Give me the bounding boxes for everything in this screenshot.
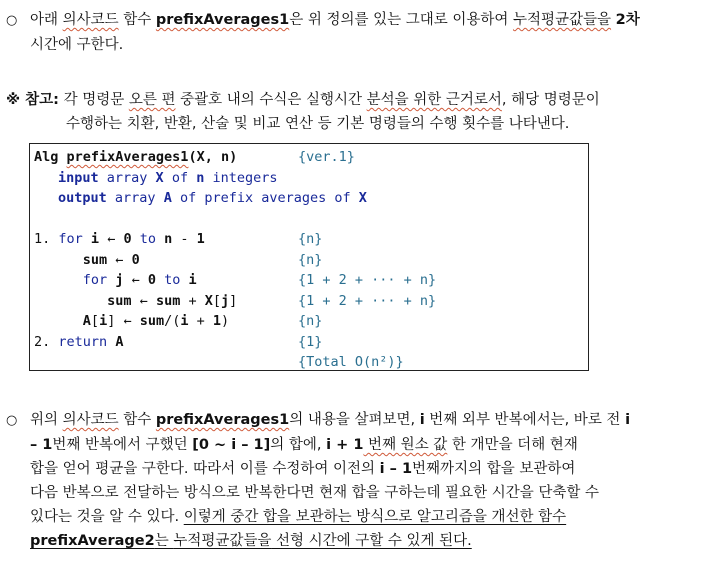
output-line: output array A of prefix averages of X xyxy=(58,190,367,206)
input-line: input array X of n integers xyxy=(58,170,278,186)
function-name: prefixAverages1 xyxy=(155,12,290,28)
cost-5: {n} xyxy=(298,313,323,329)
code-line-6: 2. return A xyxy=(34,334,124,350)
cost-1: {n} xyxy=(298,231,323,247)
note-label: ※ 참고: xyxy=(6,92,59,108)
pseudocode-box xyxy=(29,143,589,371)
code-header: Alg prefixAverages1(X, n) xyxy=(34,149,238,165)
note-paragraph: ※ 참고: 각 명령문 오른 편 중괄호 내의 수식은 실행시간 분석을 위한 근거로서, 해당 명령문이 수행하는 치환, 반환, 산술 및 비교 연산 등 기본 명령들의 수행 횟수를 나타낸다. xyxy=(6,92,600,132)
bullet-icon: ○ xyxy=(6,413,18,428)
cost-2: {n} xyxy=(298,252,323,268)
code-line-1: 1. for i ← 0 to n - 1 xyxy=(34,231,205,247)
intro-paragraph: ○ 아래 의사코드 함수 prefixAverages1은 위 정의를 있는 그대로 이용하여 누적평균값들을 2차 시간에 구한다. xyxy=(6,8,721,57)
total-cost: {Total O(n²)} xyxy=(298,354,404,370)
version-comment: {ver.1} xyxy=(298,149,355,165)
explanation-paragraph: ○ 위의 의사코드 함수 prefixAverages1의 내용을 살펴보면, i 번째 외부 반복에서는, 바로 전 i – 1번째 반복에서 구했던 [0 ~ i – 1]의 합에, i + 1 번째 원소 값 한 개만을 더해 현재 합을 얻어 평균을 구한다. 따라서 이를 수정하여 이전의 i – 1번째까지의 합을 보관하여 다음 반복으로 전달하는 방식으로 반복한다면 현재 합을 구하는데 필요한 시간을 단축할 수 있다는 것을 알 수 있다. 이렇게 중간 합을 보관하는 방식으로 알고리즘을 개선한 함수 prefixAverage2는 누적평균값들을 선형 시간에 구할 수 있게 된다. xyxy=(6,408,721,553)
bullet-icon: ○ xyxy=(6,13,18,28)
code-line-5: A[i] ← sum/(i + 1) xyxy=(82,313,230,329)
cost-6: {1} xyxy=(298,334,323,350)
code-line-2: sum ← 0 xyxy=(82,252,140,268)
code-line-4: sum ← sum + X[j] xyxy=(107,293,238,309)
cost-4: {1 + 2 + ··· + n} xyxy=(298,293,437,309)
cost-3: {1 + 2 + ··· + n} xyxy=(298,272,437,288)
code-line-3: for j ← 0 to i xyxy=(82,272,197,288)
